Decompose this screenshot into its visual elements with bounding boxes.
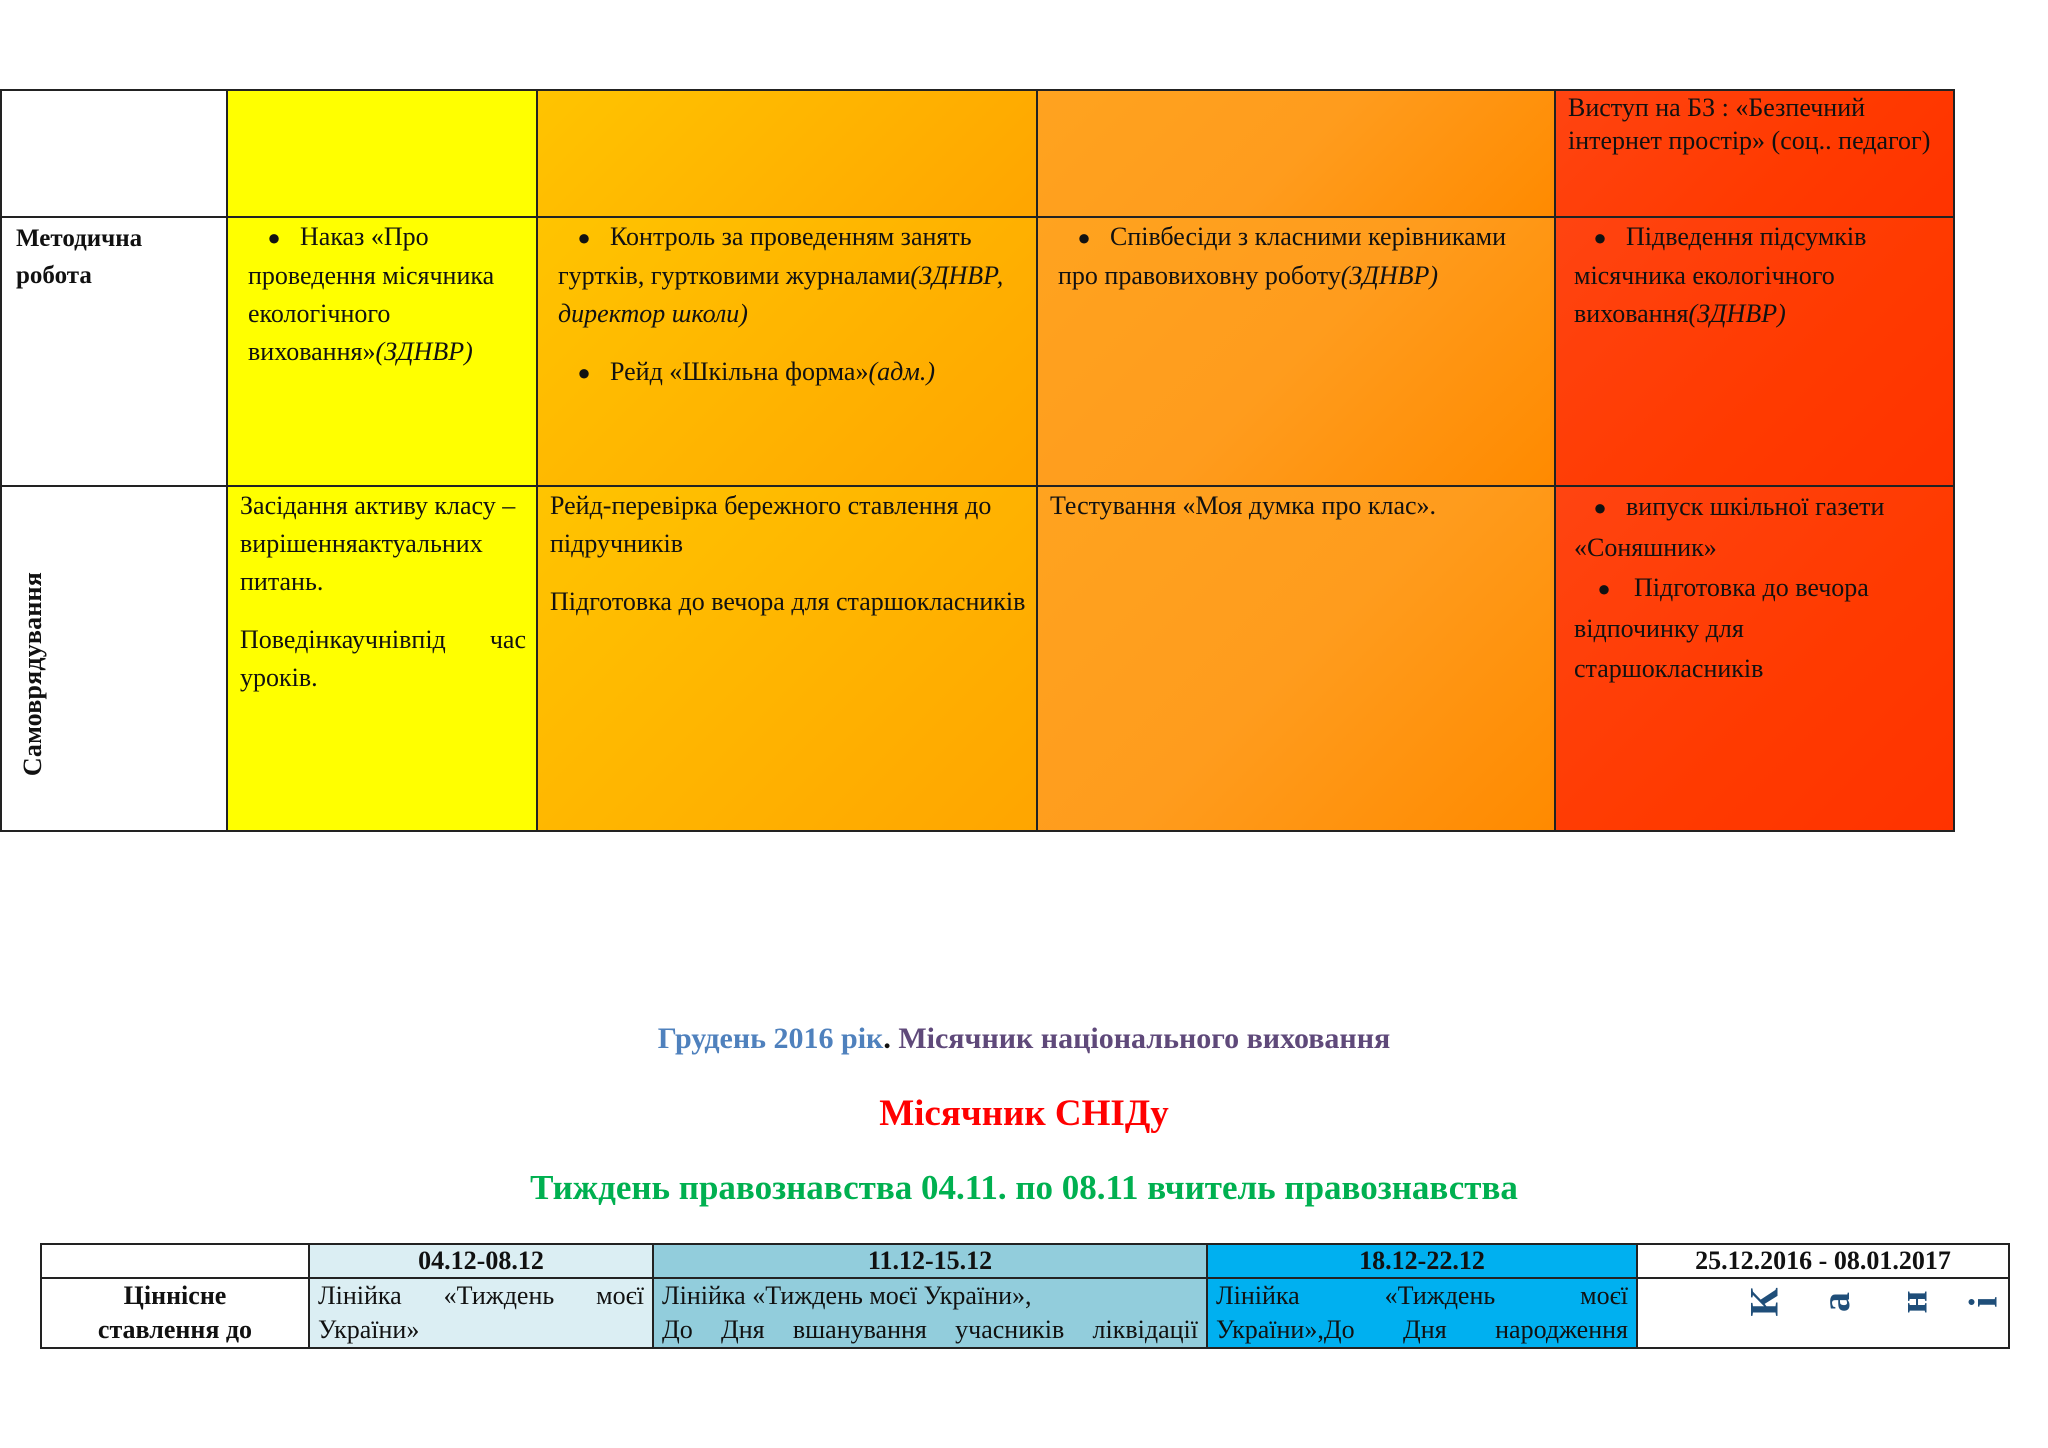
table-cell	[1, 90, 227, 217]
table-cell	[227, 486, 537, 831]
table-header-cell: 25.12.2016 - 08.01.2017	[1637, 1244, 2009, 1278]
cell-paragraph: Рейд-перевірка бережного ставлення до підручників	[550, 491, 992, 558]
vertical-letter: а	[1813, 1292, 1858, 1312]
table-header-cell	[41, 1244, 309, 1278]
list-item	[1574, 487, 1939, 568]
spacer	[240, 601, 526, 621]
table-cell	[1555, 217, 1954, 486]
subheading-aids: Місячник СНІДу	[879, 1093, 1169, 1134]
cell-text: Лінійка «Тиждень моєї України»,	[662, 1281, 1032, 1310]
cell-text: Підведення підсумків місячника екологічного виховання	[1574, 222, 1867, 328]
table-row	[1, 90, 1954, 217]
list-item	[1574, 568, 1939, 689]
row-label-text: Методична робота	[16, 225, 143, 289]
row-label: Ціннісне ставлення до	[41, 1278, 309, 1348]
bullet-icon: ●	[577, 225, 591, 250]
cell-text: випуск шкільної газети «Соняшник»	[1574, 492, 1885, 562]
cell-paragraph: Тестування «Моя думка про клас».	[1050, 491, 1437, 520]
bullet-icon: ●	[1593, 495, 1607, 520]
table-cell	[537, 217, 1037, 486]
cell-content	[1038, 487, 1554, 525]
table-cell	[1037, 486, 1555, 831]
cell-paragraph: Підготовка до вечора для старшокласників	[550, 587, 1026, 616]
cell-text: До Дня вшанування учасників ліквідації	[662, 1315, 1198, 1344]
table-cell	[1207, 1278, 1637, 1348]
plan-table-december	[40, 1243, 2010, 1349]
cell-text: Контроль за проведенням занять гуртків, гуртковими журналами	[558, 222, 972, 290]
table-row	[1, 217, 1954, 486]
cell-text: Лінійка «Тиждень моєї	[1216, 1281, 1628, 1310]
cell-content	[1038, 218, 1554, 295]
table-cell	[1637, 1278, 2009, 1348]
table-header-cell: 11.12-15.12	[653, 1244, 1207, 1278]
table-cell	[1555, 90, 1954, 217]
table-cell	[537, 90, 1037, 217]
table-cell	[227, 90, 537, 217]
list-item	[558, 353, 1026, 392]
table-cell	[227, 217, 537, 486]
row-label	[1, 486, 227, 831]
cell-text-italic: (ЗДНВР, директор школи)	[558, 261, 1004, 328]
month-heading-date: Грудень 2016 рік	[657, 1022, 884, 1055]
table-cell	[537, 486, 1037, 831]
cell-text: Підготовка до вечора відпочинку для старшокласників	[1574, 573, 1869, 683]
cell-content	[538, 218, 1036, 392]
table-row	[41, 1278, 2009, 1348]
vertical-label-wrap	[2, 487, 226, 828]
spacer	[558, 333, 1026, 353]
cell-content	[1556, 487, 1953, 689]
cell-text: Лінійка «Тиждень моєї України»	[318, 1281, 644, 1344]
bullet-icon: ●	[577, 360, 591, 385]
cell-content	[228, 487, 536, 697]
table-cell	[1555, 486, 1954, 831]
vertical-letter: н	[1890, 1290, 1936, 1314]
vertical-text	[1638, 1279, 2008, 1345]
vertical-letter: і	[1960, 1296, 2006, 1308]
row-label	[1, 217, 227, 486]
subheading-law-week: Тиждень правознавства 04.11. по 08.11 вчитель правознавства	[530, 1168, 1518, 1207]
cell-text: Наказ «Про проведення місячника екологічного виховання»	[248, 222, 495, 366]
bullet-icon: ●	[1597, 576, 1611, 601]
cell-paragraph: Поведінкаучнівпід час уроків.	[240, 625, 526, 692]
cell-text-italic: (ЗДНВР)	[1340, 261, 1439, 290]
table-cell	[309, 1278, 653, 1348]
cell-text-italic: (ЗДНВР)	[1688, 299, 1786, 328]
spacer	[550, 563, 1026, 583]
month-heading-sep: .	[883, 1022, 899, 1055]
cell-text: Виступ на БЗ : «Безпечний інтернет простір» (соц.. педагог)	[1568, 93, 1931, 155]
bullet-icon: ●	[267, 225, 281, 250]
cell-content	[1556, 218, 1953, 333]
row-label-text: Самоврядування	[18, 571, 47, 776]
bullet-icon: ●	[1077, 225, 1091, 250]
cell-paragraph: Засідання активу класу – вирішенняактуальних питань.	[240, 491, 516, 596]
bullet-icon: ●	[1593, 225, 1607, 250]
table-header-cell: 04.12-08.12	[309, 1244, 653, 1278]
month-heading-theme: Місячник національного виховання	[898, 1022, 1391, 1055]
table-header-row	[41, 1244, 2009, 1278]
cell-text: України»,До Дня народження	[1216, 1315, 1628, 1344]
cell-content	[228, 218, 536, 371]
table-cell	[1037, 90, 1555, 217]
plan-table-top	[0, 89, 1955, 832]
table-cell	[1037, 217, 1555, 486]
table-header-cell: 18.12-22.12	[1207, 1244, 1637, 1278]
cell-content	[538, 487, 1036, 621]
month-heading	[0, 1022, 2048, 1056]
table-cell	[653, 1278, 1207, 1348]
cell-text-italic: (адм.)	[868, 357, 936, 386]
table-row	[1, 486, 1954, 831]
cell-text: Рейд «Шкільна форма»	[610, 357, 869, 386]
vertical-letter: К	[1741, 1287, 1787, 1317]
cell-text-italic: (ЗДНВР)	[375, 337, 473, 366]
cell-text: Співбесіди з класними керівниками про правовиховну роботу	[1058, 222, 1507, 290]
